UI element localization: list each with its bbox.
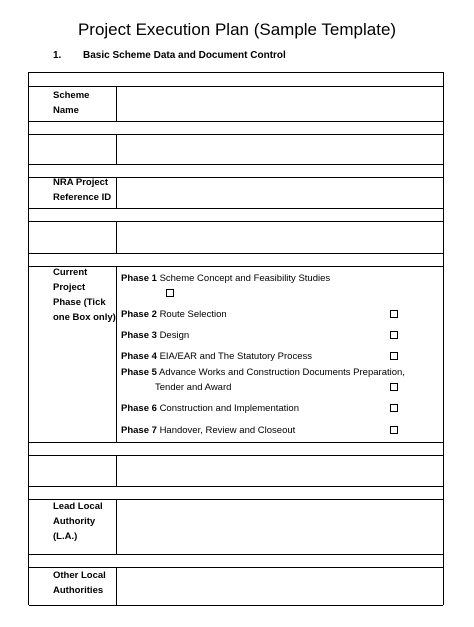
table-rule [29,208,443,209]
table-rule [29,121,443,122]
table-rule [29,486,443,487]
scheme-name-label: Scheme Name [53,90,90,116]
table-rule [29,455,443,456]
phase-4-checkbox[interactable] [390,352,398,360]
column-divider [116,455,117,486]
column-divider [116,221,117,253]
section-title: Basic Scheme Data and Document Control [83,50,286,61]
table-rule [29,164,443,165]
column-divider [116,134,117,164]
other-local-authorities-label: Other Local Authorities [53,570,106,596]
column-divider [116,177,117,208]
phase-2-checkbox[interactable] [390,310,398,318]
phase-1-item: Phase 1 Scheme Concept and Feasibility Studies [121,273,331,284]
nra-reference-label: NRA Project Reference ID [53,177,112,203]
phase-7-checkbox[interactable] [390,426,398,434]
document-title: Project Execution Plan (Sample Template) [77,20,397,39]
column-divider [116,567,117,605]
column-divider [116,499,117,554]
phase-4-item: Phase 4 EIA/EAR and The Statutory Process [121,351,312,362]
phase-6-item: Phase 6 Construction and Implementation [121,403,299,414]
phase-6-checkbox[interactable] [390,404,398,412]
phase-5-item: Phase 5 Advance Works and Construction Documents Preparation, Tender and Award [121,367,405,393]
phase-7-item: Phase 7 Handover, Review and Closeout [121,425,296,436]
table-rule [29,86,443,87]
table-rule [29,442,443,443]
table-rule [29,605,443,606]
phase-3-item: Phase 3 Design [121,330,190,341]
table-rule [29,253,443,254]
scheme-data-table [28,72,444,605]
phase-2-item: Phase 2 Route Selection [121,309,227,320]
table-rule [29,134,443,135]
phase-1-checkbox[interactable] [166,289,174,297]
phase-5-checkbox[interactable] [390,383,398,391]
lead-local-authority-label: Lead Local Authority (L.A.) [53,501,103,542]
section-heading [53,50,286,62]
column-divider [116,266,117,442]
current-phase-label: Current Project Phase (Tick one Box only) [53,267,116,323]
section-number: 1. [53,50,62,61]
column-divider [116,86,117,121]
table-rule [29,221,443,222]
phase-3-checkbox[interactable] [390,331,398,339]
table-rule [29,554,443,555]
